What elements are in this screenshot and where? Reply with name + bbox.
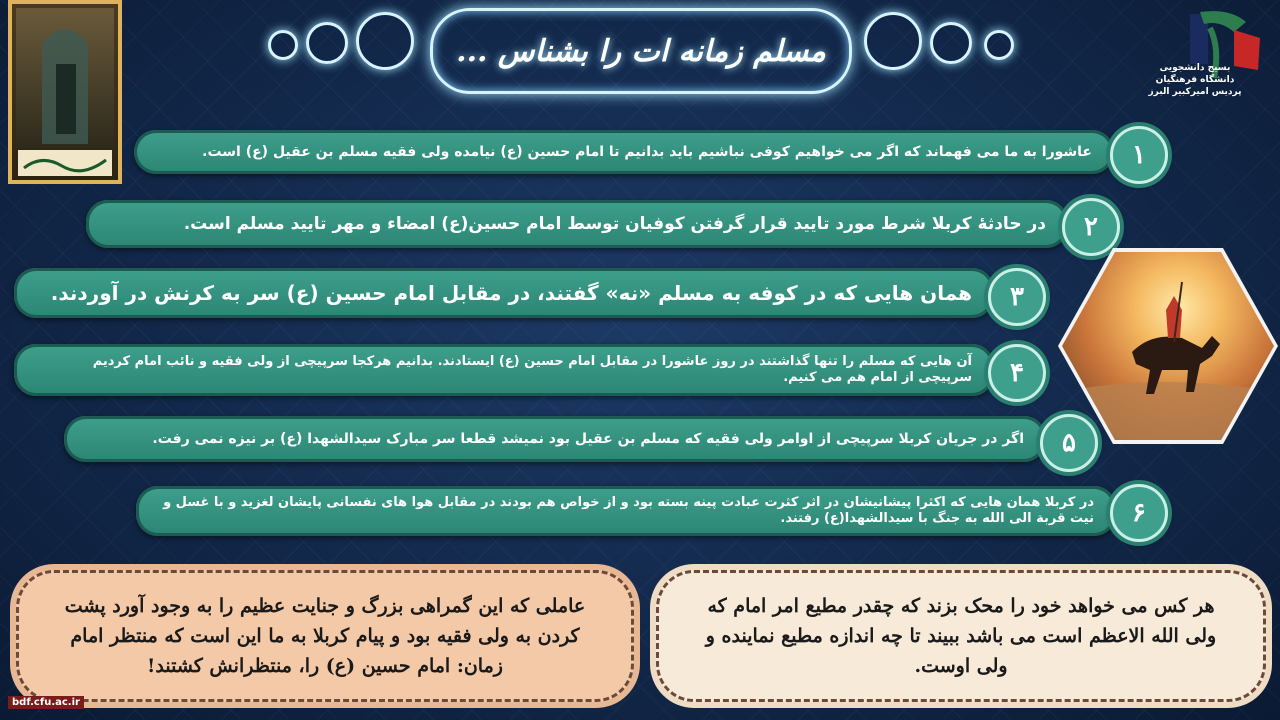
- point-2-box: [86, 200, 1068, 248]
- point-4-box: [14, 344, 994, 396]
- shrine-illustration: [12, 4, 118, 180]
- point-3-box: [14, 268, 994, 318]
- point-1-text: عاشورا به ما می فهماند که اگر می خواهیم کوفی نباشیم باید بدانیم تا امام حسین (ع) نیامده ولی فقیه مسلم بن عقیل (ع) است.: [202, 144, 1092, 160]
- logo-caption: [1140, 62, 1250, 98]
- note-right-text: هر کس می خواهد خود را محک بزند که چقدر مطیع امر امام که ولی الله الاعظم است می باشد ببیند تا چه اندازه مطیع نماینده و ولی اوست.: [705, 595, 1217, 677]
- logo-line-3: پردیس امیرکبیر البرز: [1148, 87, 1242, 97]
- point-2-text: در حادثۀ کربلا شرط مورد تایید قرار گرفتن کوفیان توسط امام حسین(ع) امضاء و مهر تایید مسلم است.: [183, 214, 1046, 234]
- note-left-text: عاملی که این گمراهی بزرگ و جنایت عظیم را به وجود آورد پشت کردن به ولی فقیه بود و پیام کربلا به ما این است که منتظر امام زمان: امام حسین (ع) را، منتظرانش کشتند!: [64, 595, 586, 677]
- note-left-box: [16, 570, 634, 702]
- point-1-box: [134, 130, 1114, 174]
- title-frame: [430, 8, 852, 94]
- decor-ring: [930, 22, 972, 64]
- point-5-number: ۵: [1040, 414, 1098, 472]
- point-5-text: اگر در جریان کربلا سرپیچی از اوامر ولی فقیه که مسلم بن عقیل بود نمیشد قطعا سر مبارک سیدالشهدا (ع) بر نیزه نمی رفت.: [152, 431, 1024, 447]
- point-6-box: [136, 486, 1116, 536]
- point-4-number: ۴: [988, 344, 1046, 402]
- point-5-box: [64, 416, 1046, 462]
- decor-ring: [984, 30, 1014, 60]
- point-6-number: ۶: [1110, 484, 1168, 542]
- point-6-text: در کربلا همان هایی که اکثرا پیشانیشان در اثر کثرت عبادت پینه بسته بود و از خواص هم بودند در مقابل هوا های نفسانی پایشان لغزید و با غسل و نیت قربة الی الله به جنگ با سیدالشهدا(ع) رفتند.: [163, 495, 1094, 526]
- note-right-box: [656, 570, 1266, 702]
- portrait-frame: [8, 0, 122, 184]
- point-3-number: ۳: [988, 268, 1046, 326]
- decor-ring: [306, 22, 348, 64]
- page-title: مسلم زمانه ات را بشناس ...: [456, 33, 826, 69]
- point-3-text: همان هایی که در کوفه به مسلم «نه» گفتند، در مقابل امام حسین (ع) سر به کرنش در آوردند.: [50, 281, 972, 305]
- logo-line-1: بسیج دانشجویی: [1159, 63, 1231, 73]
- decor-ring: [864, 12, 922, 70]
- point-2-number: ۲: [1062, 198, 1120, 256]
- point-1-number: ۱: [1110, 126, 1168, 184]
- point-4-text: آن هایی که مسلم را تنها گذاشتند در روز عاشورا در مقابل امام حسین (ع) ایستادند. بدانیم هرکجا سرپیچی از ولی فقیه و نائب امام کردیم سرپیچی از امام هم می کنیم.: [92, 354, 972, 385]
- logo-line-2: دانشگاه فرهنگیان: [1155, 75, 1235, 85]
- decor-ring: [268, 30, 298, 60]
- watermark: bdf.cfu.ac.ir: [8, 696, 84, 709]
- decor-ring: [356, 12, 414, 70]
